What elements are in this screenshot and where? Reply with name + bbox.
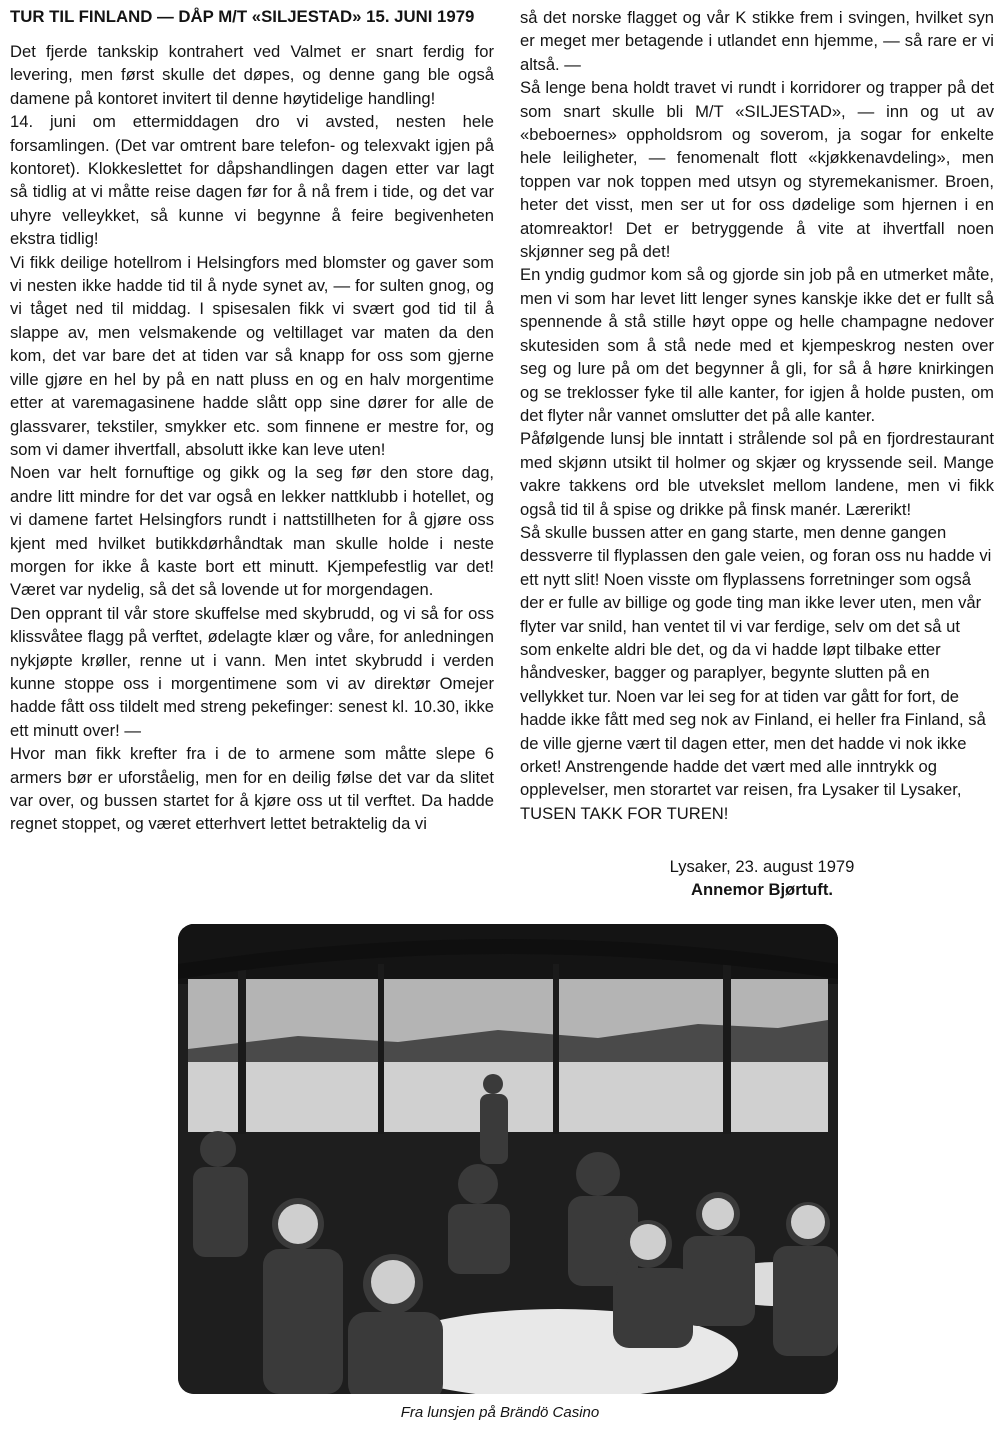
photo-caption: Fra lunsjen på Brändö Casino bbox=[400, 1404, 600, 1421]
paragraph: En yndig gudmor kom så og gjorde sin job på en utmerket måte, men vi som har levet litt lenger synes kanskje ikke det er fullt så spennende å stå stille høyt oppe og helle champagne nedover skutesiden som å stå nede med et kjempeskrog nesten over seg og lure på om det begynner å gli, for så å høre knirkingen og se treklosser fyke til alle kanter, for igjen å holde pusten, om det flyter når vannet omslutter det på alle kanter. bbox=[520, 265, 994, 425]
paragraph: Så skulle bussen atter en gang starte, men denne gangen dessverre til flyplassen den gale veien, og foran oss nu hadde vi ett nytt slit! Noen visste om flyplassens forretninger som også der er fulle av billige og gode ting man ikke lever uten, men vår flyter var snild, han ventet til vi var ferdige, selv om det så ut som enkelte aldri ble det, og da vi hadde løpt tilbake etter håndvesker, bagger og paraplyer, begynte slutten på en vellykket tur. Noen var lei seg for at tiden var gått for fort, de hadde ikke fått med seg nok av Finland, ei heller fra Finland, så de ville gjerne vært til dagen etter, men det hadde vi nok ikke orket! Anstrengende hadde det vært med alle inntrykk og opplevelser, men storartet var reisen, fra Lysaker til Lysaker, TUSEN TAKK FOR TUREN! bbox=[520, 522, 992, 823]
paragraph: Vi fikk deilige hotellrom i Helsingfors med blomster og gaver som vi nesten ikke hadde tid til å nyde synet av, — for sulten gnog, og vi tåget ned til middag. I spisesalen fikk vi svært god tid til å slappe av, men velsmakende og veltillaget var maten da den kom, det var bare det at tiden var så knapp for oss som gjerne ville gjøre en hel by på en natt pluss en og en halv morgentime etter at varemagasinene hadde slått opp sine dører for alle de glassvarer, tekstiler, smykker etc. som finnene er mestre for, og som vi damer ihvertfall, absolutt ikke kan leve uten! bbox=[10, 252, 494, 459]
left-column bbox=[10, 6, 494, 836]
paragraph: så det norske flagget og vår K stikke frem i svingen, hvilket syn er meget mer betagende i utlandet enn hjemme, — så rare er vi altså. — bbox=[520, 8, 994, 74]
signature bbox=[520, 855, 994, 901]
right-column bbox=[520, 6, 994, 901]
paragraph: Hvor man fikk krefter fra i de to armene som måtte slepe 6 armers bør er uforståelig, men for en deilig følse det var da slitet var over, og bussen startet for å kjøre oss ut til verftet. Da hadde regnet stoppet, og været etterhvert lettet betraktelig da vi bbox=[10, 744, 494, 834]
article-title: TUR TIL FINLAND — DÅP M/T «SILJESTAD» 15. JUNI 1979 bbox=[10, 7, 475, 26]
photo-illustration bbox=[178, 924, 838, 1394]
paragraph: Det fjerde tankskip kontrahert ved Valmet er snart ferdig for levering, men først skulle det døpes, og denne gang ble også damene på kontoret invitert til denne høytidelige handling! bbox=[10, 42, 494, 108]
signature-author: Annemor Bjørtuft. bbox=[691, 880, 833, 900]
restaurant-photo bbox=[178, 924, 838, 1394]
paragraph: 14. juni om ettermiddagen dro vi avsted, nesten hele forsamlingen. (Det var omtrent bare telefon- og telexvakt igjen på kontoret). Klokkeslettet for dåpshandlingen dagen etter var lagt så tidlig at vi måtte reise dagen før for å nå frem i tide, og det var uhyre velleykket, så kunne vi begynne å feire begivenheten ekstra tidlig! bbox=[10, 112, 494, 249]
paragraph: Påfølgende lunsj ble inntatt i strålende sol på en fjordrestaurant med skjønn utsikt til holmer og skjær og kryssende seil. Mange vakre takkens ord ble utvekslet mellom landene, men vi fikk også tid til å spise og drikke på finsk manér. Lærerikt! bbox=[520, 429, 994, 519]
paragraph: Noen var helt fornuftige og gikk og la seg før den store dag, andre litt mindre for det var også en lekker nattklubb i hotellet, og vi damene fartet Helsingfors rundt i nattstillheten for å gjøre oss kjent med hvilket butikkdørhåndtak man skulle holde i neste morgen for ikke å kaste bort ett minutt. Kjempefestlig var det! Været var nydelig, så det så lovende ut for morgendagen. bbox=[10, 463, 494, 600]
signature-place-date: Lysaker, 23. august 1979 bbox=[669, 857, 855, 877]
paragraph: Den opprant til vår store skuffelse med skybrudd, og vi så for oss klissvåtee flagg på verftet, ødelagte klær og våre, for anledningen nykjøpte krøller, renne ut i vann. Men intet skybrudd i verden kunne stoppe oss i morgentimene som vi av direktør Omejer hadde fått oss tildelt med streng pekefinger: senest kl. 10.30, ikke ett minutt over! — bbox=[10, 603, 494, 740]
paragraph: Så lenge bena holdt travet vi rundt i korridorer og trapper på det som snart skulle bli M/T «SILJESTAD», — inn og ut av «beboernes» oppholdsrom og soverom, ja sogar for enkelte hele leiligheter, — fenomenalt flott «kjøkkenavdeling», men toppen var nok toppen med utsyn og styremekanismer. Broen, heter det visst, men ser ut for oss dødelige som hjernen i en atomreaktor! Det er betryggende å vite at ihvertfall noen skjønner seg på det! bbox=[520, 78, 994, 262]
